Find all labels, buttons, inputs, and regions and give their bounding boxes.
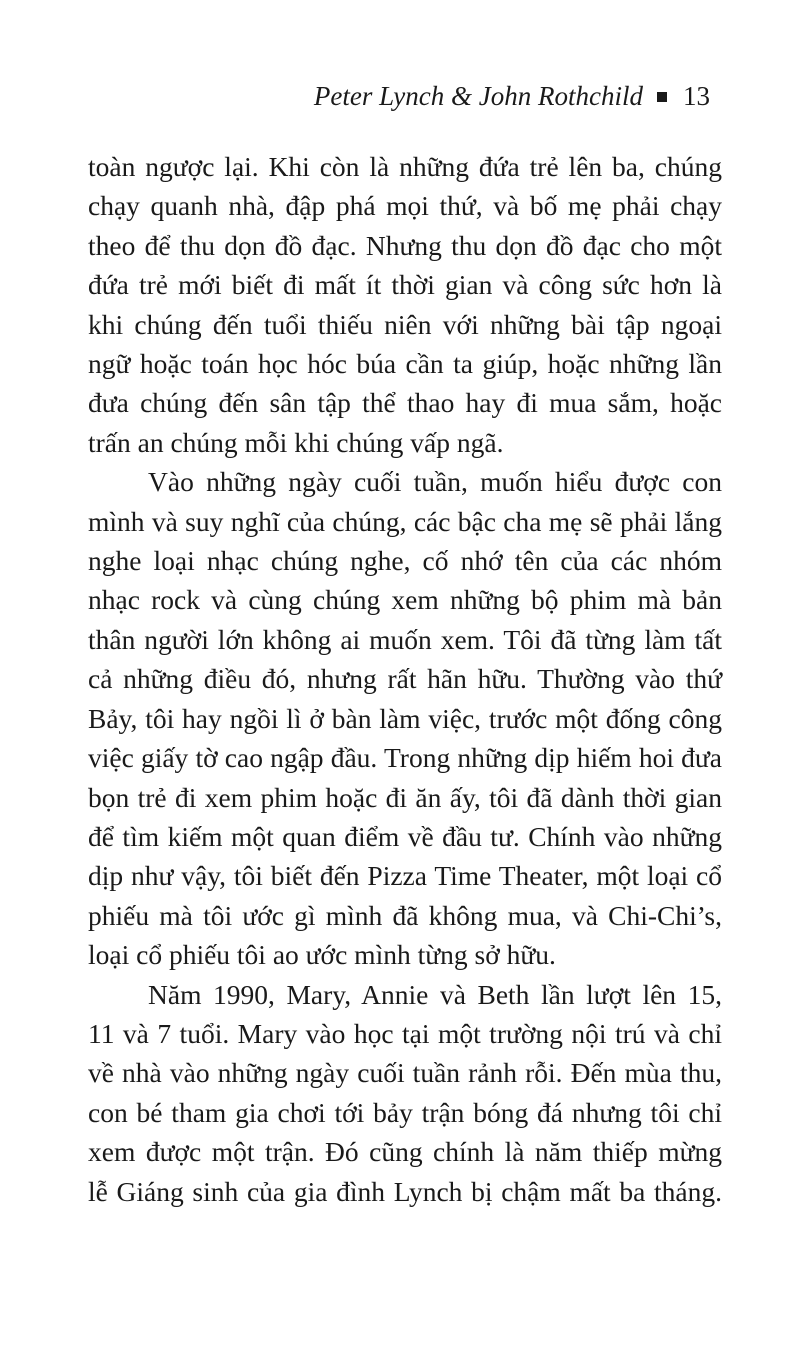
- text-line: Năm 1990, Mary, Annie và Beth lần lượt lên 15,: [148, 978, 722, 1010]
- text-line: nhạc rock và cùng chúng xem những bộ phim mà bản: [88, 584, 722, 616]
- header-bullet-square: [657, 92, 667, 102]
- text-line: phiếu mà tôi ước gì mình đã không mua, và Chi-Chi’s,: [88, 899, 722, 931]
- text-line: việc giấy tờ cao ngập đầu. Trong những dịp hiếm hoi đưa: [88, 742, 722, 774]
- page-number: 13: [683, 81, 710, 111]
- paragraph-1: [88, 147, 722, 462]
- text-line: cả những điều đó, nhưng rất hãn hữu. Thường vào thứ: [88, 663, 722, 695]
- text-line: chạy quanh nhà, đập phá mọi thứ, và bố mẹ phải chạy: [88, 190, 722, 222]
- text-line: Vào những ngày cuối tuần, muốn hiểu được con: [148, 466, 722, 498]
- text-line: loại cổ phiếu tôi ao ước mình từng sở hữu.: [88, 939, 556, 971]
- text-line: đưa chúng đến sân tập thể thao hay đi mua sắm, hoặc: [88, 387, 722, 419]
- text-line: toàn ngược lại. Khi còn là những đứa trẻ lên ba, chúng: [88, 151, 722, 182]
- text-line: lễ Giáng sinh của gia đình Lynch bị chậm mất ba tháng.: [88, 1175, 722, 1207]
- body-text: [88, 147, 722, 1211]
- text-line: mình và suy nghĩ của chúng, các bậc cha mẹ sẽ phải lắng: [88, 505, 722, 537]
- paragraph-3: [88, 975, 722, 1211]
- text-line: thân người lớn không ai muốn xem. Tôi đã từng làm tất: [88, 623, 722, 655]
- text-line: trấn an chúng mỗi khi chúng vấp ngã.: [88, 426, 504, 458]
- text-line: con bé tham gia chơi tới bảy trận bóng đá nhưng tôi chỉ: [88, 1096, 722, 1128]
- text-line: khi chúng đến tuổi thiếu niên với những bài tập ngoại: [88, 308, 722, 340]
- text-line: Bảy, tôi hay ngồi lì ở bàn làm việc, trước một đống công: [88, 702, 722, 734]
- text-line: nghe loại nhạc chúng nghe, cố nhớ tên của các nhóm: [88, 545, 722, 577]
- running-header: [314, 76, 710, 116]
- text-line: bọn trẻ đi xem phim hoặc đi ăn ấy, tôi đã dành thời gian: [88, 781, 722, 813]
- text-line: 11 và 7 tuổi. Mary vào học tại một trường nội trú và chỉ: [88, 1017, 722, 1049]
- text-line: xem được một trận. Đó cũng chính là năm thiếp mừng: [88, 1136, 722, 1168]
- paragraph-2: [88, 462, 722, 974]
- text-line: dịp như vậy, tôi biết đến Pizza Time Theater, một loại cổ: [88, 860, 722, 892]
- header-authors: Peter Lynch & John Rothchild: [313, 81, 643, 111]
- text-line: ngữ hoặc toán học hóc búa cần ta giúp, hoặc những lần: [88, 348, 722, 380]
- text-line: về nhà vào những ngày cuối tuần rảnh rỗi. Đến mùa thu,: [88, 1057, 722, 1089]
- text-line: đứa trẻ mới biết đi mất ít thời gian và công sức hơn là: [88, 269, 722, 301]
- text-line: để tìm kiếm một quan điểm về đầu tư. Chính vào những: [88, 820, 722, 852]
- text-line: theo để thu dọn đồ đạc. Nhưng thu dọn đồ đạc cho một: [88, 229, 722, 261]
